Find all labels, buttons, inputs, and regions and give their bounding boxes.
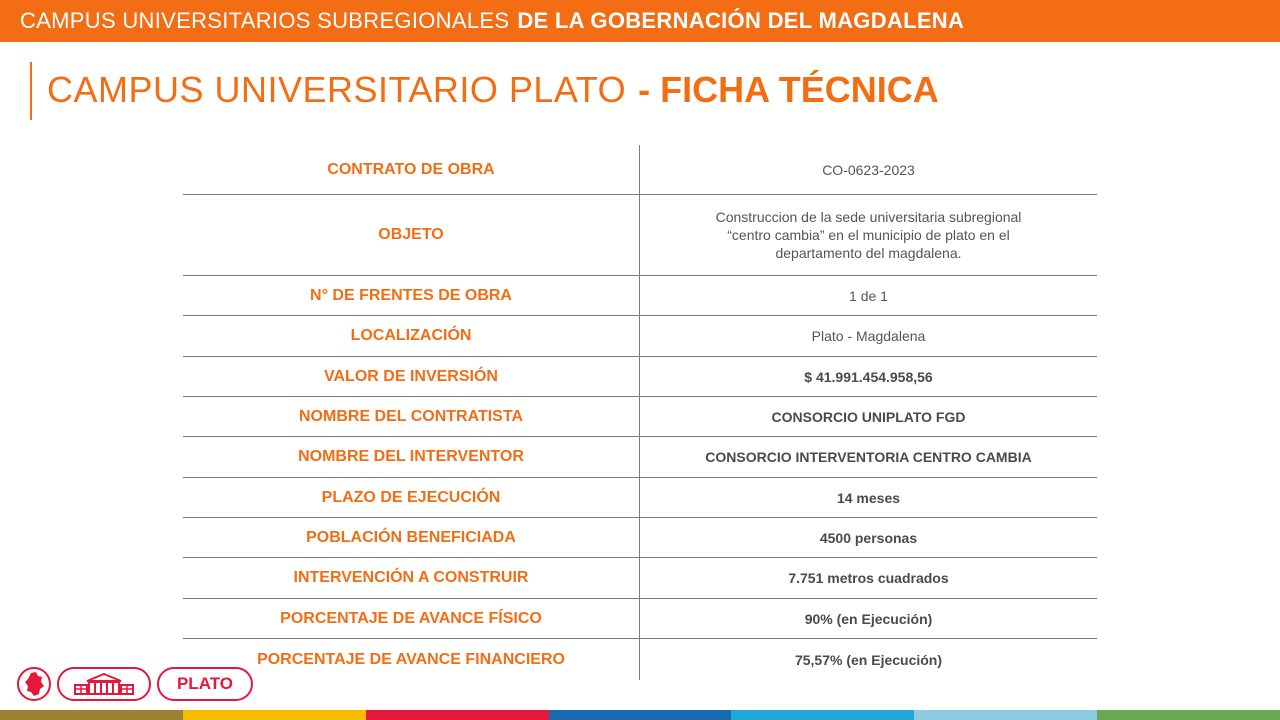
footer-logos	[17, 667, 253, 701]
table-row	[183, 437, 1097, 478]
ficha-tecnica-table	[183, 145, 1097, 680]
banner-subtitle-bold: DE LA GOBERNACIÓN DEL MAGDALENA	[517, 8, 965, 33]
footer-stripe	[731, 710, 914, 720]
row-label: OBJETO	[183, 195, 640, 275]
row-value: $ 41.991.454.958,56	[804, 368, 933, 385]
row-label: POBLACIÓN BENEFICIADA	[183, 518, 640, 557]
row-label: NOMBRE DEL CONTRATISTA	[183, 397, 640, 436]
page-title-campus: CAMPUS UNIVERSITARIO PLATO	[47, 69, 627, 110]
row-value: CONSORCIO INTERVENTORIA CENTRO CAMBIA	[705, 449, 1032, 465]
footer-stripe	[914, 710, 1097, 720]
row-label: VALOR DE INVERSIÓN	[183, 357, 640, 396]
row-value: 90% (en Ejecución)	[804, 610, 933, 627]
row-value: Construccion de la sede universitaria subregional “centro cambia” en el municipio de plato en el departamento del magdalena.	[715, 209, 1022, 261]
page-title	[47, 68, 939, 112]
row-value: CONSORCIO UNIPLATO FGD	[771, 408, 966, 425]
row-label: INTERVENCIÓN A CONSTRUIR	[183, 558, 640, 598]
table-row	[183, 316, 1097, 357]
table-row	[183, 145, 1097, 195]
footer-color-stripes	[0, 710, 1280, 720]
row-value: Plato - Magdalena	[811, 328, 926, 344]
row-value: 1 de 1	[849, 287, 888, 304]
table-row	[183, 357, 1097, 397]
plato-badge: PLATO	[157, 667, 253, 701]
row-value: 7.751 metros cuadrados	[788, 570, 949, 586]
footer-stripe	[549, 710, 732, 720]
magdalena-map-icon	[17, 667, 51, 701]
footer-stripe	[0, 710, 183, 720]
row-value: 75,57% (en Ejecución)	[794, 651, 943, 668]
table-row	[183, 558, 1097, 599]
row-label: PORCENTAJE DE AVANCE FÍSICO	[183, 599, 640, 638]
row-label: N° DE FRENTES DE OBRA	[183, 276, 640, 315]
row-value: 14 meses	[836, 489, 901, 506]
row-label: PLAZO DE EJECUCIÓN	[183, 478, 640, 517]
table-row	[183, 518, 1097, 558]
table-row	[183, 397, 1097, 437]
row-label: LOCALIZACIÓN	[183, 316, 640, 356]
row-value: CO-0623-2023	[822, 161, 915, 178]
page-title-ficha: - FICHA TÉCNICA	[638, 69, 939, 110]
table-row	[183, 478, 1097, 518]
row-label: CONTRATO DE OBRA	[183, 145, 640, 194]
footer-stripe	[366, 710, 549, 720]
title-accent-rule	[30, 62, 32, 120]
table-row	[183, 639, 1097, 680]
table-row	[183, 195, 1097, 276]
table-row	[183, 599, 1097, 639]
row-label: PORCENTAJE DE AVANCE FINANCIERO	[183, 639, 640, 680]
banner-subtitle-thin: CAMPUS UNIVERSITARIOS SUBREGIONALES	[20, 8, 510, 33]
university-building-icon	[57, 667, 151, 701]
footer-stripe	[1097, 710, 1280, 720]
table-row	[183, 276, 1097, 316]
top-banner	[0, 0, 1280, 42]
row-label: NOMBRE DEL INTERVENTOR	[183, 437, 640, 477]
footer-stripe	[183, 710, 366, 720]
row-value: 4500 personas	[819, 529, 918, 546]
